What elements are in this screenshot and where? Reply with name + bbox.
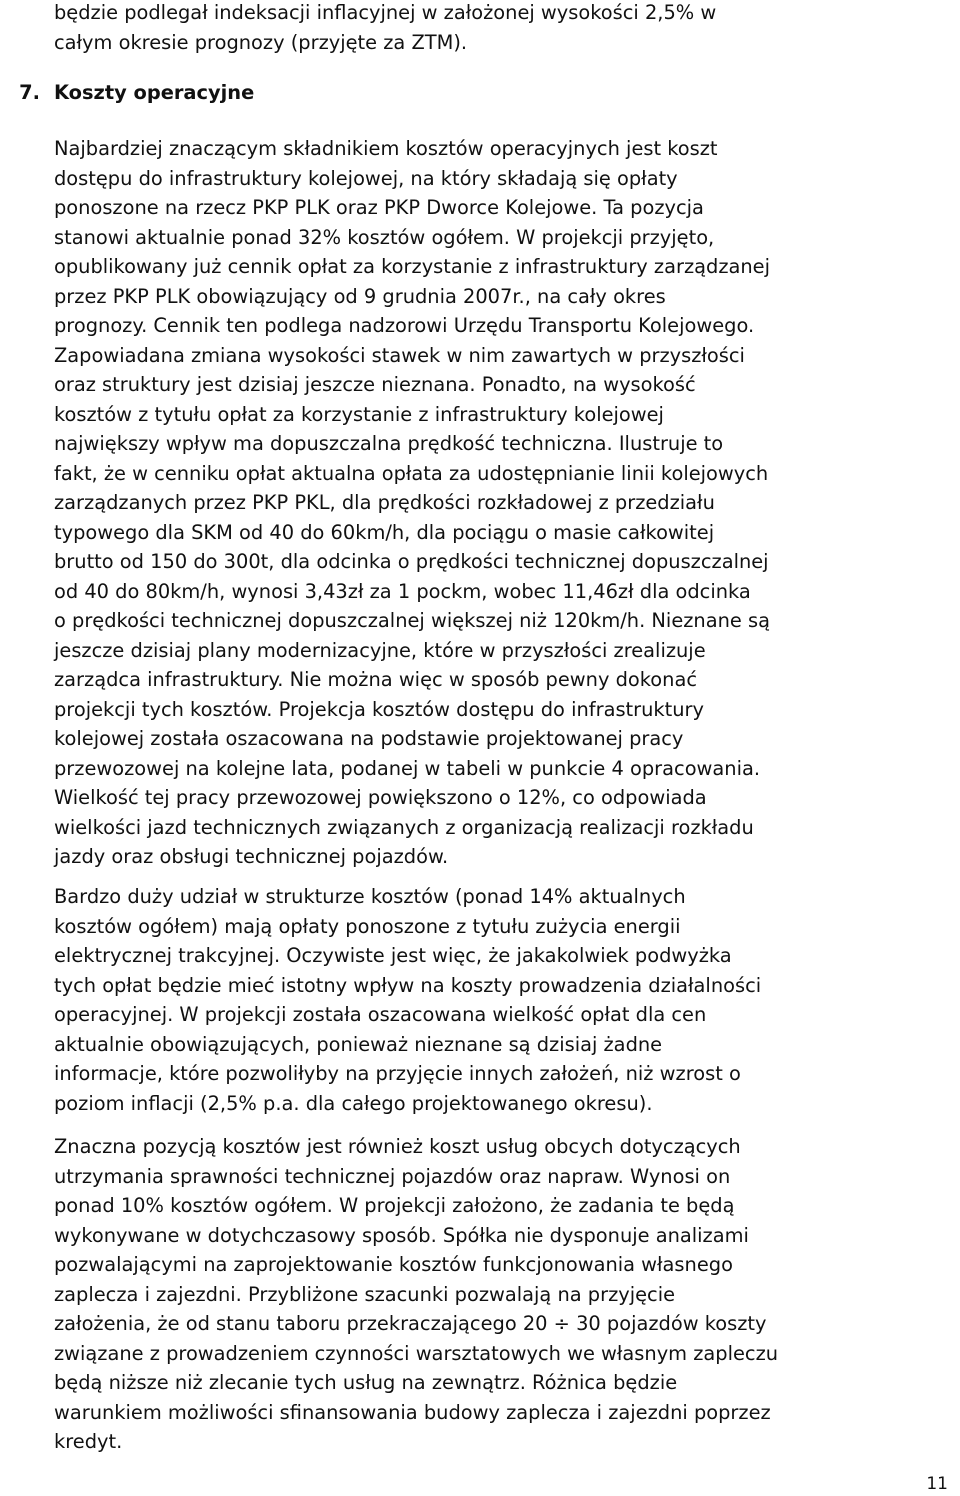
section-number: 7. (19, 81, 40, 104)
paragraph-infrastructure-costs: Najbardziej znaczącym składnikiem kosztów operacyjnych jest koszt dostępu do infrastruktury kolejowej, na który składają się opłaty ponoszone na rzecz PKP PLK oraz PKP Dworce Kolejowe. Ta pozycja stanowi aktualnie ponad 32% kosztów ogółem. W projekcji przyjęto, opublikowany już cennik opłat za korzystanie z infrastruktury zarządzanej przez PKP PLK obowiązujący od 9 grudnia 2007r., na cały okres prognozy. Cennik ten podlega nadzorowi Urzędu Transportu Kolejowego. Zapowiadana zmiana wysokości stawek w nim zawartych w przyszłości oraz struktury jest dzisiaj jeszcze nieznana. Ponadto, na wysokość kosztów z tytułu opłat za korzystanie z infrastruktury kolejowej największy wpływ ma dopuszczalna prędkość techniczna. Ilustruje to fakt, że w cenniku opłat aktualna opłata za udostępnianie linii kolejowych zarządzanych przez PKP PKL, dla prędkości rozkładowej z przedziału typowego dla SKM od 40 do 60km/h, dla pociągu o masie całkowitej brutto od 150 do 300t, dla odcinka o prędkości technicznej dopuszczalnej od 40 do 80km/h, wynosi 3,43zł za 1 pockm, wobec 11,46zł dla odcinka o prędkości technicznej dopuszczalnej większej niż 120km/h. Nieznane są jeszcze dzisiaj plany modernizacyjne, które w przyszłości zrealizuje zarządca infrastruktury. Nie można więc w sposób pewny dokonać projekcji tych kosztów. Projekcja kosztów dostępu do infrastruktury kolejowej została oszacowana na podstawie projektowanej pracy przewozowej na kolejne lata, podanej w tabeli w punkcie 4 opracowania. Wielkość tej pracy przewozowej powiększono o 12%, co odpowiada wielkości jazd technicznych związanych z organizacją realizacji rozkładu jazdy oraz obsługi technicznej pojazdów. (54, 137, 770, 868)
section-title: Koszty operacyjne (54, 81, 255, 104)
section-heading (19, 78, 255, 108)
intro-paragraph: będzie podlegał indeksacji inflacyjnej w założonej wysokości 2,5% w całym okresie prognozy (przyjęte za ZTM). (54, 1, 717, 54)
page-number: 11 (926, 1474, 948, 1494)
paragraph-energy-costs: Bardzo duży udział w strukturze kosztów (ponad 14% aktualnych kosztów ogółem) mają opłaty ponoszone z tytułu zużycia energii elektrycznej trakcyjnej. Oczywiste jest więc, że jakakolwiek podwyżka tych opłat będzie mieć istotny wpływ na koszty prowadzenia działalności operacyjnej. W projekcji została oszacowana wielkość opłat dla cen aktualnie obowiązujących, ponieważ nieznane są dzisiaj żadne informacje, które pozwoliłyby na przyjęcie innych założeń, niż wzrost o poziom inflacji (2,5% p.a. dla całego projektowanego okresu). (54, 885, 762, 1115)
paragraph-maintenance-costs: Znaczna pozycją kosztów jest również koszt usług obcych dotyczących utrzymania sprawności technicznej pojazdów oraz napraw. Wynosi on ponad 10% kosztów ogółem. W projekcji założono, że zadania te będą wykonywane w dotychczasowy sposób. Spółka nie dysponuje analizami pozwalającymi na zaprojektowanie kosztów funkcjonowania własnego zaplecza i zajezdni. Przybliżone szacunki pozwalają na przyjęcie założenia, że od stanu taboru przekraczającego 20 ÷ 30 pojazdów koszty związane z prowadzeniem czynności warsztatowych we własnym zapleczu będą niższe niż zlecanie tych usług na zewnątrz. Różnica będzie warunkiem możliwości sfinansowania budowy zaplecza i zajezdni poprzez kredyt. (54, 1135, 779, 1453)
